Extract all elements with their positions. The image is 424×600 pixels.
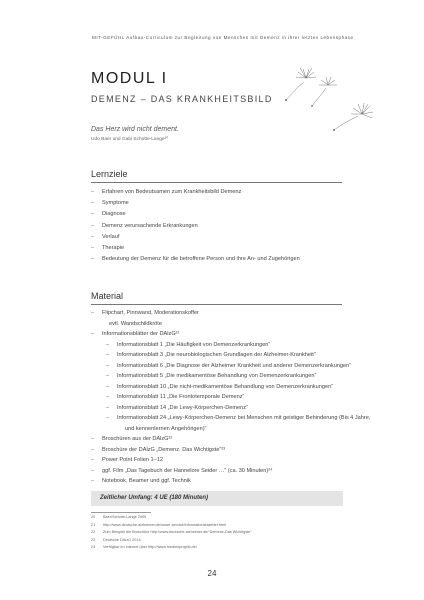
bullet-dash: – — [91, 200, 95, 207]
bullet-dash: – — [106, 373, 110, 379]
material-text: Broschüre der DAlzG „Demenz. Das Wichtigste“²³ — [102, 446, 226, 453]
material-text: Informationsblatt 3 „Die neurobiologischen Grundlagen der Alzheimer-Krankheit“ — [117, 352, 316, 358]
footnote-number: 23 — [91, 537, 96, 542]
material-text: und kennenlernen Angehörigen)“ — [125, 425, 207, 432]
footnote-text: Verfügbar im Internet über http://www.medienprojekt.de/ — [103, 545, 197, 550]
material-text: Informationsblätter der DAlzG²¹ — [102, 331, 180, 337]
material-text: Flipchart, Pinnwand, Moderationskoffer — [102, 310, 199, 316]
material-text: Informationsblatt 5 „Die medikamentöse Behandlung von Demenzerkrankungen“ — [117, 373, 317, 379]
bullet-dash: – — [91, 256, 95, 263]
bullet-dash: – — [106, 415, 110, 421]
bullet-dash: – — [106, 352, 110, 358]
footnote-text: Deutsche DAlzG 2014 — [103, 537, 141, 542]
lernziel-item — [91, 223, 198, 229]
bullet-dash: – — [106, 362, 110, 369]
material-text: Informationsblatt 24 „Lewy-Körperchen-Demenz bei Menschen mit geistiger Behinderung (Bis 4 Jahre, — [117, 415, 371, 421]
material-item — [106, 363, 351, 369]
epigraph-author: Udo Baer und Gabi Schotte-Lange²⁰ — [91, 137, 169, 142]
material-text: ggf. Film „Das Tagebuch der Hannelore Seider …“ (ca. 30 Minuten)²⁴ — [102, 467, 273, 474]
footnote — [91, 523, 226, 527]
material-text: Informationsblatt 14 „Die Lewy-Körperchen-Demenz“ — [117, 404, 248, 411]
bullet-dash: – — [106, 394, 110, 400]
bullet-dash: – — [91, 211, 95, 218]
bullet-dash: – — [91, 233, 95, 240]
bullet-dash: – — [91, 331, 95, 337]
material-item — [91, 447, 225, 453]
epigraph-quote: Das Herz wird nicht dement. — [91, 126, 179, 133]
material-item — [106, 352, 316, 358]
material-item — [106, 373, 316, 379]
lernziel-text: Demenz verursachende Erkrankungen — [102, 222, 198, 229]
lernziel-item — [91, 211, 126, 217]
footnote-number: 24 — [91, 545, 96, 550]
lernziel-text: Diagnose — [102, 211, 126, 218]
footnote-rule — [91, 512, 151, 513]
material-text: Informationsblatt 10 „Die nicht-medikamentöse Behandlung von Demenzerkrankungen“ — [117, 383, 334, 390]
footnote-text: Baer/Schotte-Lange 2009 — [103, 515, 147, 519]
footnote-text: http://www.deutsche-alzheimer.de/unser-service/informationsblaetter.html — [103, 522, 227, 527]
material-text: Informationsblatt 1 „Die Häufigkeit von Demenzerkrankungen“ — [117, 341, 271, 348]
material-rule — [91, 304, 342, 305]
bullet-dash: – — [91, 245, 95, 251]
material-text: Informationsblatt 11 „Die Frontotemporale Demenz“ — [117, 394, 245, 400]
footnote — [91, 530, 252, 534]
footnote-text: Zum Beispiel die Broschüre http://www.deutsche-alzheimer.de/“Demenz-Das Wichtigste” — [103, 530, 252, 535]
material-text: evtl. Wandschildkröte — [109, 320, 162, 327]
bullet-dash: – — [91, 310, 95, 316]
material-item — [114, 426, 206, 432]
lernziele-heading: Lernziele — [91, 169, 128, 179]
lernziel-text: Therapie — [102, 245, 125, 251]
material-item — [91, 331, 179, 337]
material-text: Notebook, Beamer und ggf. Technik — [102, 478, 191, 484]
time-box-text: Zeitlicher Umfang: 4 UE (180 Minuten) — [100, 495, 209, 501]
module-title: MODUL I — [91, 70, 168, 87]
material-item — [106, 394, 244, 400]
footnote — [91, 515, 146, 519]
bullet-dash: – — [106, 341, 110, 348]
lernziel-item — [91, 200, 129, 206]
lernziele-rule — [91, 182, 342, 183]
material-item — [91, 478, 191, 484]
footnote-number: 21 — [91, 522, 96, 527]
page-number: 24 — [207, 569, 217, 578]
module-subtitle: DEMENZ – DAS KRANKHEITSBILD — [91, 94, 273, 104]
bullet-dash: – — [106, 383, 110, 390]
lernziel-text: Erfahren von Bedeutsamen zum Krankheitsbild Demenz — [102, 189, 242, 195]
lernziel-item — [91, 256, 300, 262]
lernziel-text: Symptome — [102, 200, 129, 207]
dandelion-seeds-illustration — [282, 58, 392, 138]
footnote — [91, 545, 197, 549]
bullet-dash: – — [91, 189, 95, 195]
bullet-dash: – — [91, 457, 95, 463]
material-text: Power Point Folien 1–12 — [102, 457, 163, 463]
lernziel-text: Verlauf — [102, 233, 120, 240]
material-item — [91, 310, 199, 316]
lernziel-item — [91, 189, 241, 195]
lernziel-item — [91, 245, 124, 251]
lernziel-text: Bedeutung der Demenz für die betroffene Person und ihre An- und Zugehörigen — [102, 256, 300, 263]
material-item — [106, 415, 370, 421]
footnote — [91, 538, 141, 542]
material-text: Informationsblatt 6 „Die Diagnose der Alzheimer Krankheit und anderer Demenzerkrankungen“ — [117, 362, 352, 369]
material-item — [106, 342, 270, 348]
material-item — [91, 457, 163, 463]
bullet-dash: – — [91, 446, 95, 453]
material-item — [109, 321, 162, 327]
bullet-dash: – — [91, 467, 95, 474]
bullet-dash: – — [91, 436, 95, 442]
footnote-number: 22 — [91, 530, 96, 535]
lernziel-item — [91, 234, 119, 240]
material-item — [106, 405, 248, 411]
material-item — [91, 468, 273, 474]
footnote-number: 20 — [91, 515, 96, 519]
bullet-dash: – — [91, 478, 95, 484]
material-item — [91, 436, 172, 442]
bullet-dash: – — [91, 222, 95, 229]
bullet-dash: – — [106, 404, 110, 411]
material-text: Broschüren aus der DAlzG²² — [102, 436, 173, 442]
running-header: MIT-GEFÜHL Aufbau-Curriculum zur Begleitung von Menschen mit Demenz in ihrer letzten Lebensphase — [92, 35, 354, 40]
material-item — [106, 384, 333, 390]
material-heading: Material — [91, 291, 124, 301]
